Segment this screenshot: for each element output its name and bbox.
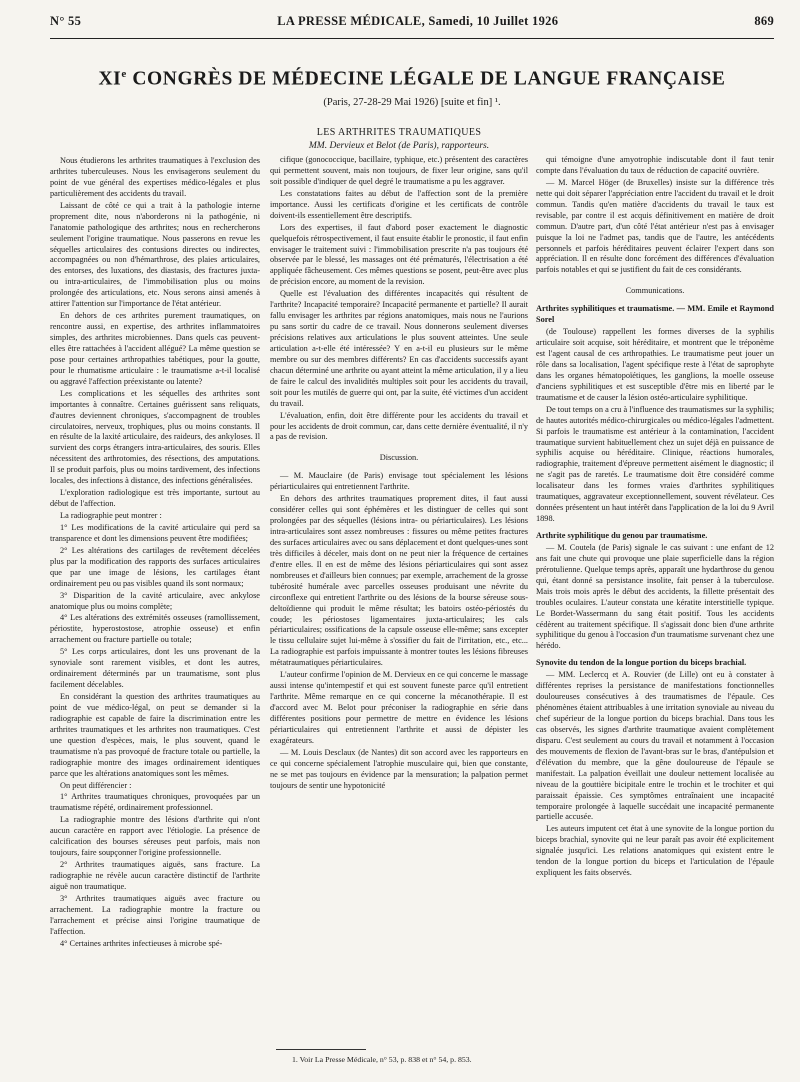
paragraph: Nous étudierons les arthrites traumatiques à l'exclusion des arthrites tuberculeuses. Nous les envisagerons seulement du point de vue général des expertises médico-légales et plus particulièrement des accidents du travail.	[50, 156, 260, 198]
paragraph: Laissant de côté ce qui a trait à la pathologie interne proprement dite, nous n'aborderons ni la pathogénie, ni l'anatomie pathologique des arthrites; nous en rechercherons seulement l'origine traumatique. Nous passerons en revue les séquelles articulaires des contusions directes ou indirectes, accompagnées ou non d'hémarthrose, des plaies articulaires, des entorses, des luxations, des diastasis, des fractures juxta- ou intra-articulaires, de l'immobilisation plus ou moins prolongée des articulations, etc. Nous serons ainsi amenés à attirer l'attention sur l'importance de l'état antérieur.	[50, 200, 260, 309]
paragraph: 3° Arthrites traumatiques aiguës avec fracture ou arrachement. La radiographie montre la fracture ou l'arrachement et précise ainsi l'origine traumatique de l'affection.	[50, 893, 260, 936]
paragraph: 2° Les altérations des cartilages de revêtement décelées plus par la modification des rapports des surfaces articulaires que par une image de lésions, les cartilages étant ordinairement peu ou pas visibles quand ils sont normaux;	[50, 545, 260, 588]
paragraph: L'exploration radiologique est très importante, surtout au début de l'affection.	[50, 488, 260, 509]
section-title: LES ARTHRITES TRAUMATIQUES	[316, 127, 482, 138]
article-title	[50, 68, 774, 91]
communication-2-title: Arthrite syphilitique du genou par traumatisme.	[536, 531, 708, 540]
discussion-heading: Discussion.	[379, 453, 419, 463]
paragraph: 1° Arthrites traumatiques chroniques, provoquées par un traumatisme répété, ordinairement professionnel.	[50, 792, 260, 813]
paragraph: Quelle est l'évaluation des différentes incapacités qui résultent de l'arthrite? Incapacité temporaire? Incapacité permanente et partielle? Il aurait fallu envisager les arthrites par régions anatomiques, mais nous ne l'aurions pu sans sortir du cadre de ce travail. Nous donnerons seulement diverses précisions relatives aux articulations le plus souvent atteintes. Une seule articulation a-t-elle été intéressée? Y en a-t-il eu plusieurs sur le même membre ou sur des membres différents? En cas d'accidents successifs ayant chacun déterminé une arthrite ou ayant atteint la même articulation, il y a lieu de faire le calcul des invalidités multiples soit pour les accidents du travail, soit pour les mutilés de guerre qui ont, par la suite, été victimes d'un accident du travail.	[270, 289, 528, 408]
communication-1-body	[536, 327, 774, 525]
title-ordinal: XI	[98, 68, 122, 90]
paragraph: 2° Arthrites traumatiques aiguës, sans fracture. La radiographie ne révèle aucun caractère distinctif de l'arthrite aiguë non traumatique.	[50, 860, 260, 891]
paragraph: Les auteurs imputent cet état à une synovite de la longue portion du biceps brachial, synovite qui ne leur paraît pas avoir été explicitement signalée jusqu'ici. Les relations anatomiques qui existent entre le tendon de la longue portion du biceps et l'articulation de l'épaule expliquent les faits observés.	[536, 824, 774, 878]
paragraph: 5° Les corps articulaires, dont les uns provenant de la synoviale sont rarement visibles, et dont les autres, ordinairement déterminés par un traumatisme, sont plus facilement décelables.	[50, 647, 260, 690]
page-header	[50, 14, 774, 36]
column-2-discussion	[270, 471, 528, 791]
column-2	[270, 155, 528, 1035]
paragraph: — M. Mauclaire (de Paris) envisage tout spécialement les lésions périarticulaires qui entretiennent l'arthrite.	[270, 471, 528, 492]
paragraph: L'auteur confirme l'opinion de M. Dervieux en ce qui concerne le massage aussi intense qu'intempestif et qui est souvent funeste parce qu'il entretient l'arthrite. Même remarque en ce qui concerne la mécanothérapie. Il est d'accord avec M. Belot pour préconiser la radiographie en série dans différentes positions pour permettre de mettre en évidence les lésions périarticulaires qui entretiennent l'arthrite et aussi de dépister les exagérateurs.	[270, 670, 528, 745]
paragraph: 3° Disparition de la cavité articulaire, avec ankylose anatomique plus ou moins complète;	[50, 590, 260, 611]
paragraph: cifique (gonococcique, bacillaire, typhique, etc.) présentent des caractères qui permettent souvent, mais non toujours, de fixer leur origine, sans qu'il soit possible d'indiquer de quel degré le traumatisme a pu les aggraver.	[270, 155, 528, 186]
header-rule	[50, 38, 774, 39]
paragraph: Les constatations faites au début de l'affection sont de la première importance. Aussi les certificats d'origine et les certificats de contrôle doivent-ils essentiellement être descriptifs.	[270, 188, 528, 220]
paragraph: (de Toulouse) rappellent les formes diverses de la syphilis articulaire soit acquise, soit héréditaire, et montrent que le tréponème est l'agent causal de ces arthropathies. Le traumatisme peut jouer un rôle dans sa localisation, l'agent spécifique reste à l'état de saprophyte dans les organes hématopoïétiques, les ganglions, la moelle osseuse d'anciens syphilitiques et est susceptible d'être mis en liberté par le traumatisme et de causer la lésion ostéo-articulaire syphilitique.	[536, 327, 774, 402]
paragraph: — MM. Leclercq et A. Rouvier (de Lille) ont eu à constater à différentes reprises la persistance de manifestations fonctionnelles douloureuses consécutives à des traumatismes de l'épaule. Ces phénomènes étaient attribuables à une irritation synoviale au niveau du chef supérieur de la longue portion du biceps brachial. Dans tous les cas observés, les signes d'arthrite traumatique avaient complètement disparu. C'est seulement au cours du travail et notamment à l'occasion des mouvements de flexion de l'avant-bras sur le bras, d'antépulsion et d'élévation du membre, que la gêne douloureuse de l'épaule se manifestait. La palpation éveillait une douleur nettement localisée au niveau de la gouttière bicipitale entre le trochin et le trochiter et qui paraissait épaissie. Ces symptômes entraînaient une incapacité temporaire prolongée à laquelle succédait une incapacité permanente partielle accusée.	[536, 670, 774, 822]
paragraph: La radiographie peut montrer :	[60, 511, 162, 520]
column-2-report	[270, 155, 528, 443]
column-1	[50, 156, 260, 1076]
issue-number: N° 55	[50, 14, 82, 28]
communication-1-title: Arthrites syphilitiques et traumatisme. — MM. Emile et Raymond Sorel	[536, 304, 774, 325]
paragraph: — M. Louis Desclaux (de Nantes) dit son accord avec les rapporteurs en ce qui concerne spécialement l'atrophie musculaire qui, bien que constante, ne se met pas toujours en évidence par la mensuration; la palpation permet toujours de sentir une hypotonicité	[270, 747, 528, 790]
paragraph: La radiographie montre des lésions d'arthrite qui n'ont aucun caractère en rapport avec l'étiologie. La présence de calcification des bourses séreuses peut parfois, mais non toujours, faire soupçonner l'origine professionnelle.	[50, 815, 260, 858]
paragraph: Les complications et les séquelles des arthrites sont importantes à connaître. Certaines guérissent sans reliquats, d'autres deviennent chroniques, s'accompagnent de troubles circulatoires, nerveux, trophiques, plus ou moins constants. Il en résulte de la laxité articulaire, des raideurs, des ankyloses. Il survient des corps étrangers intra-articulaires, des souris. Elles nécessitent des arthrotomies, des résections, des amputations. Il se produit parfois, plus ou moins tardivement, des infections locales, des infections à distance, des infections généralisées.	[50, 388, 260, 486]
communication-3-title: Synovite du tendon de la longue portion du biceps brachial.	[536, 658, 747, 668]
communication-2-body	[536, 543, 774, 652]
paragraph: En dehors de ces arthrites purement traumatiques, on rencontre aussi, en expertise, des arthrites inflammatoires simples, des arthrites microbiennes. Dans quels cas peuvent-elles être rattachées à l'accident allégué? La même question se pose pour certaines arthropathies tabétiques, pour la goutte, pour le rhumatisme articulaire : le traumatisme a-t-il localisé ou aggravé l'affection préexistante ou latente?	[50, 311, 260, 386]
paragraph: — M. Marcel Höger (de Bruxelles) insiste sur la différence très nette qui doit séparer l'appréciation entre l'accident du travail et le droit commun. Tandis qu'en matière d'accidents du travail le taux est revisable, par contre il est acquis définitivement en matière de droit commun. D'autre part, d'un côté l'état antérieur n'est pas à envisager puisque la loi ne l'admet pas, tandis que de l'autre, les antécédents personnels et parfois héréditaires peuvent éclairer l'expert dans son appréciation. Il en résulte donc forcément des différences d'évaluation parfois notables et qui se justifient du fait de ces considérants.	[536, 177, 774, 275]
page-number: 869	[754, 14, 774, 28]
communication-3-body	[536, 670, 774, 879]
title-ordinal-sup: e	[121, 68, 127, 80]
paragraph: En considérant la question des arthrites traumatiques au point de vue médico-légal, on peut se demander si la radiographie est capable de faire la discrimination entre les arthrites traumatiques et les arthrites non traumatiques. C'est une question d'espèces, mais, le plus souvent, quand le traumatisme n'a pas provoqué de fracture totale ou partielle, la radiographie montre des images ordinairement identiques parce que les altérations anatomiques sont les mêmes.	[50, 692, 260, 778]
footnote: 1. Voir La Presse Médicale, n° 53, p. 838 et n° 54, p. 853.	[292, 1055, 472, 1064]
paragraph: qui témoigne d'une amyotrophie indiscutable dont il faut tenir compte dans l'évaluation du taux de réduction de capacité ouvrière.	[536, 155, 774, 175]
title-rest: CONGRÈS DE MÉDECINE LÉGALE DE LANGUE FRANÇAISE	[126, 68, 726, 90]
communications-heading: Communications.	[625, 286, 685, 296]
paragraph: L'évaluation, enfin, doit être différente pour les accidents du travail et pour les accidents de droit commun, car, dans cette dernière éventualité, il n'y a pas de revision.	[270, 410, 528, 442]
paragraph: 4° Certaines arthrites infectieuses à microbe spé-	[60, 938, 223, 948]
paragraph: De tout temps on a cru à l'influence des traumatismes sur la syphilis; de hautes autorités médico-chirurgicales ou médico-légales l'admettent. Si parfois le traumatisme est antérieur à la contamination, l'accident traumatique survient habituellement chez un sujet déjà en puissance de syphilis acquise ou héréditaire. Clinique, réactions humorales, radiographie, traitement d'épreuve permettent aisément le diagnostic; il ne s'agit pas de raretés. Le traumatisme doit être considéré comme localisateur dans les formes vraies d'arthrites syphilitiques traumatiques, aggravateur exceptionnellement, souvent révélateur. Ces données présentent un haut intérêt dans l'application de la loi du 9 Avril 1898.	[536, 404, 774, 524]
footnote-rule	[276, 1049, 366, 1050]
paragraph: En dehors des arthrites traumatiques proprement dites, il faut aussi considérer celles qui sont éphémères et les distinguer de celles qui sont prolongées par des séquelles (lésions intra- ou périarticulaires). Les lésions intra-articulaires sont assez nombreuses : fissures ou même petites fractures des surfaces articulaires avec ou sans déplacement et dont quelques-unes sont très difficiles à déceler, mais dont on ne peut nier la fréquence de certaines d'entre elles. Il en est de même des lésions périarticulaires qui sont assez nombreuses et d'ailleurs bien connues; par exemple, arrachement de la grosse tubérosité humérale avec parcelles osseuses produisant une névrite du circonflexe qui entretient l'arthrite ou des lésions de la bourse séreuse sous-deltoïdienne qui produit le même résultat; les batoirs ostéo-périostés du coude; les périostoses ligamentaires juxta-articulaires; les cals périarticulaires; ossifications de la capsule osseuse elle-même; sans excepter le tissu cellulaire sujet lui-même à s'ossifier du fait de l'irritation, etc., etc... La radiographie est parfois impuissante à montrer toutes les lésions fibreuses métatraumatiques périarticulaires.	[270, 494, 528, 668]
column-3	[536, 155, 774, 1075]
column-3-discussion	[536, 155, 774, 276]
section-authors: MM. Dervieux et Belot (de Paris), rapporteurs.	[308, 141, 490, 151]
paragraph: — M. Coutela (de Paris) signale le cas suivant : une enfant de 12 ans fait une chute qui provoque une plaie superficielle dans la région prérotulienne. Quelque temps après, apparaît une hydarthrose du genou qui, étant donné sa persistance insolite, fait penser à la tuberculose. Mais trois mois après le début des accidents, la fillette présentait des troubles oculaires. L'auteur constata une kératite interstitielle typique. Le Bordet-Wassermann du sang était positif. Tous les accidents cédèrent au traitement spécifique. Il s'agissait donc bien d'une arthrite syphilitique du genou à l'occasion d'un traumatisme survenant chez une hérédo.	[536, 542, 774, 651]
paragraph: 1° Les modifications de la cavité articulaire qui perd sa transparence et dont les dimensions peuvent être modifiées;	[50, 522, 260, 543]
paragraph: Lors des expertises, il faut d'abord poser exactement le diagnostic quelquefois rétrospectivement, il faut ensuite établir le pronostic, il faut enfin envisager le traitement suivi : l'immobilisation prescrite n'a pas toujours été observée par le blessé, les massages ont été prématurés, l'électrisation a été appliquée fâcheusement. Ces mêmes questions se posent, peut-être avec plus de précision encore, au moment de la revision.	[270, 222, 528, 287]
article-subtitle: (Paris, 27-28-29 Mai 1926) [suite et fin] ¹.	[323, 97, 501, 108]
journal-date: LA PRESSE MÉDICALE, Samedi, 10 Juillet 1926	[277, 14, 559, 28]
paragraph: On peut différencier :	[60, 780, 132, 790]
paragraph: 4° Les altérations des extrémités osseuses (ramollissement, périostite, hyperostostose, atrophie osseuse) et enfin arrachement ou fracture partielle ou totale;	[50, 613, 260, 645]
